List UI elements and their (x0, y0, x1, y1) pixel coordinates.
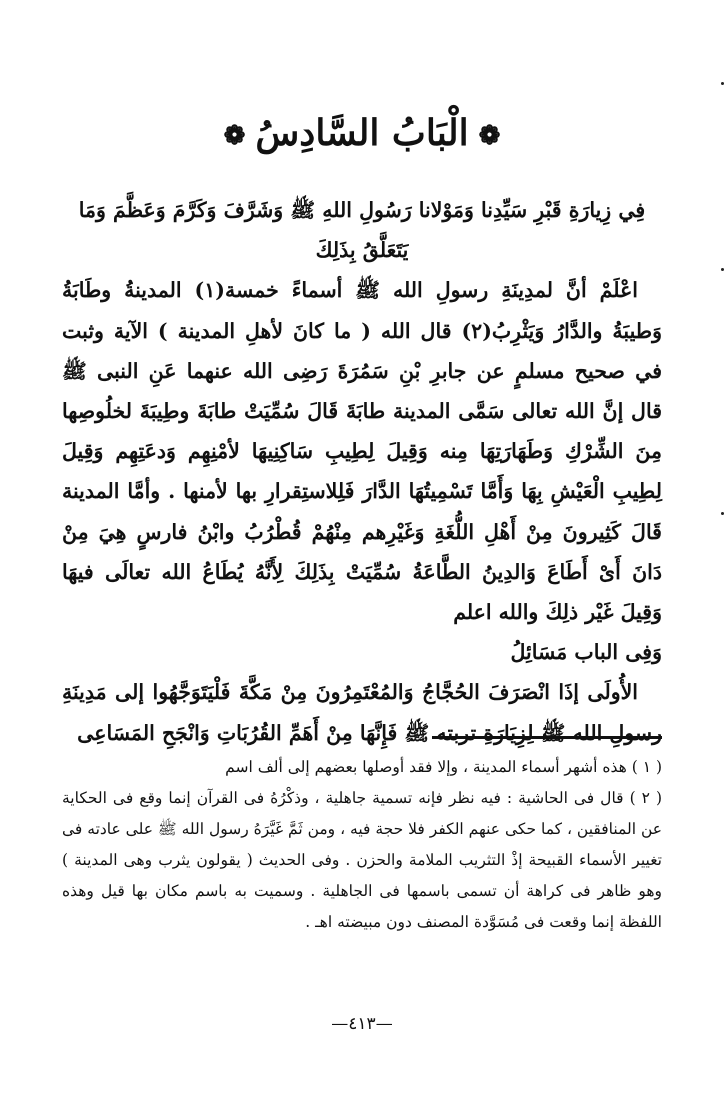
chapter-subtitle: فِي زِيارَةِ قَبْرِ سَيِّدِنا وَمَوْلانا رَسُولِ اللهِ ﷺ وَشَرَّفَ وَكَرَّمَ وَعَظَّمَ وَمَا يَتَعَلَّقُ بِذَلِكَ (78, 198, 646, 263)
chapter-heading (0, 108, 724, 161)
paragraph-names-of-madinah: اعْلَمْ أنَّ لمدِينَةِ رسولِ الله ﷺ أسماءً خمسة(١) المدينةُ وطَابَةُ وَطيبَةُ والدَّارُ وَيَثْرِبُ(٢) قال الله ( ما كانَ لأهلِ المدينة ) الآية وثبت في صحيح مسلمٍ عن جابرِ بْنِ سَمُرَةَ رَضِى الله عنهما عَنِ النبى ﷺ قال إنَّ الله تعالى سَمَّى المدينة طابَةَ قَالَ سُمِّيَتْ طابَةَ وطِيبَةَ لخلُوصِها مِنَ الشِّرْكِ وَطَهَارَتِهَا مِنه وَقِيلَ لِطِيبِ سَاكِنِيهَا لأمْنِهِم وَدعَتِهِم وَقِيلَ لِطِيبِ الْعَيْشِ بِهَا وَأَمَّا تَسْمِيتُهَا الدَّارَ فَلِلاستِقرارِ بها لأمنها . وأمَّا المدينة قَالَ كَثِيرونَ مِنْ أَهْلِ اللُّغَةِ وَغَيْرِهم مِنْهُمْ قُطْرُبُ وابْنُ فارسٍ هِيَ مِنْ دَانَ أَىْ أَطَاعَ وَالدِينُ الطَّاعَةُ سُمِّيَتْ بِذَلِكَ لِأَنَّهُ يُطَاعُ الله تعالَى فيهَا وَقِيلَ غَيْر ذلِكَ والله اعلم (62, 278, 662, 625)
paragraph-first-issue: الأُولَى إذَا انْصَرَفَ الحُجَّاجُ وَالمُعْتَمِرُونَ مِنْ مَكَّةَ فَلْيَتَوَجَّهُوا إلى مَدِينَةِ رسولِ الله ﷺ لِزِيَارَةِ تربته ﷺ فَإِنَّهَا مِنْ أَهَمِّ القُرُبَاتِ وَانْجَحِ المَسَاعِى (62, 680, 662, 745)
ornament-left: ❁ (223, 121, 246, 151)
footnote-2: ( ٢ ) قال فى الحاشية : فيه نظر فإنه تسمية جاهلية ، وذكْرُهُ فى القرآن إنما وقع فى الحكاية عن المنافقين ، كما حكى عنهم الكفر فلا حجة فيه ، ومن ثَمَّ غَيَّرَهُ رسول الله ﷺ على عادته فى تغيير الأسماء القبيحة إذْ التثريب الملامة والحزن . وفى الحديث ( يقولون يثرب وهى المدينة ) وهو ظاهر فى كراهة أن تسمى باسمها فى الجاهلية . وسميت به باسم مكان بها قيل وهذه اللفظة إنما وقعت فى مُسَوَّدة المصنف دون مبيضته اهـ . (62, 789, 662, 931)
chapter-title: الْبَابُ السَّادِسُ (255, 112, 469, 154)
footnotes (62, 752, 662, 938)
footnote-separator (432, 736, 662, 739)
main-text (62, 190, 662, 753)
footnote-1: ( ١ ) هذه أشهر أسماء المدينة ، وإلا فقد أوصلها بعضهم إلى ألف اسم (225, 758, 662, 776)
paragraph-issues-heading: وَفِى الباب مَسَائِلُ (510, 640, 662, 665)
ornament-right: ❁ (478, 121, 501, 151)
page-number: —٤١٣— (331, 1014, 393, 1034)
